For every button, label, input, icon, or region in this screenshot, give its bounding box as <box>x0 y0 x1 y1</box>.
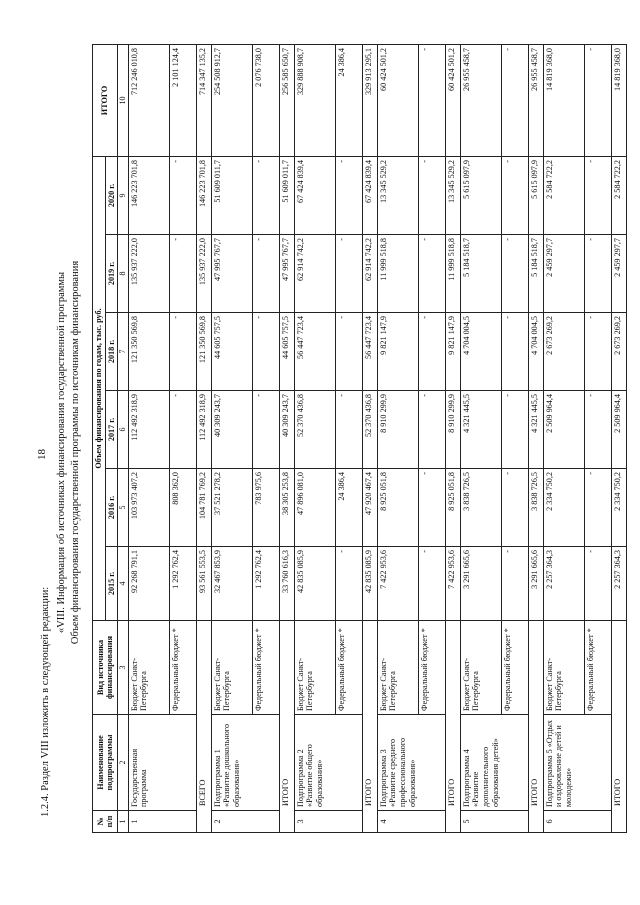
value-cell: 14 819 368,0 <box>543 44 584 156</box>
value-cell: 47 995 767,7 <box>211 235 252 313</box>
total-value-cell: 2 334 750,2 <box>611 469 626 547</box>
header-year: 2015 г. <box>105 547 118 621</box>
total-value-cell: 51 609 011,7 <box>279 156 294 234</box>
table-row <box>294 44 335 832</box>
total-value-cell: 2 509 964,4 <box>611 391 626 469</box>
subprogram-name: Подпрограмма 1 «Развитие дошкольного образования» <box>211 715 279 811</box>
value-cell: 8 910 299,9 <box>377 391 418 469</box>
value-cell: 135 937 222,0 <box>128 235 169 313</box>
total-value-cell: 5 184 518,7 <box>528 235 543 313</box>
total-value-cell: 329 913 295,1 <box>362 44 377 156</box>
total-value-cell: 11 999 518,8 <box>445 235 460 313</box>
total-value-cell: 112 492 318,9 <box>196 391 211 469</box>
source-label: Бюджет Санкт-Петербурга <box>211 621 252 715</box>
total-label: ИТОГО <box>362 621 377 833</box>
total-label: ВСЕГО <box>196 621 211 833</box>
subprogram-name: Подпрограмма 3 «Развитие среднего профессионального образования» <box>377 715 445 811</box>
value-cell: 2 101 124,4 <box>169 44 196 156</box>
row-number: 1 <box>128 811 196 833</box>
total-value-cell: 62 914 742,2 <box>362 235 377 313</box>
value-cell: - <box>501 469 528 547</box>
value-cell: - <box>584 313 611 391</box>
table-row-total <box>362 44 377 832</box>
header-total: ИТОГО <box>93 44 118 156</box>
column-number: 10 <box>118 44 129 156</box>
total-value-cell: 47 995 767,7 <box>279 235 294 313</box>
value-cell: 11 999 518,8 <box>377 235 418 313</box>
table-row-total <box>196 44 211 832</box>
value-cell: 13 345 529,2 <box>377 156 418 234</box>
row-number: 5 <box>460 811 528 833</box>
total-value-cell: 13 345 529,2 <box>445 156 460 234</box>
total-value-cell: 135 937 222,0 <box>196 235 211 313</box>
table-row-total <box>611 44 626 832</box>
total-label: ИТОГО <box>279 621 294 833</box>
total-value-cell: 44 605 757,5 <box>279 313 294 391</box>
value-cell: 1 292 762,4 <box>252 547 279 621</box>
header-year: 2020 г. <box>105 156 118 234</box>
value-cell: - <box>418 235 445 313</box>
value-cell: - <box>501 44 528 156</box>
value-cell: 60 424 501,2 <box>377 44 418 156</box>
value-cell: 92 268 791,1 <box>128 547 169 621</box>
value-cell: - <box>584 391 611 469</box>
value-cell: 2 584 722,2 <box>543 156 584 234</box>
intro-text: 1.2.4. Раздел VIII изложить в следующей редакции: <box>40 586 51 817</box>
row-number: 2 <box>211 811 279 833</box>
total-value-cell: 67 424 839,4 <box>362 156 377 234</box>
value-cell: 8 925 051,8 <box>377 469 418 547</box>
value-cell: 4 704 004,5 <box>460 313 501 391</box>
total-label: ИТОГО <box>528 621 543 833</box>
total-value-cell: 2 584 722,2 <box>611 156 626 234</box>
header-year: 2019 г. <box>105 235 118 313</box>
value-cell: 51 609 011,7 <box>211 156 252 234</box>
value-cell: - <box>584 44 611 156</box>
value-cell: 5 615 097,9 <box>460 156 501 234</box>
table-row <box>211 44 252 832</box>
value-cell: - <box>252 313 279 391</box>
total-value-cell: 3 291 665,6 <box>528 547 543 621</box>
table-caption: Объем финансирования государственной программы по источникам финансирования <box>70 260 81 645</box>
column-number: 4 <box>118 547 129 621</box>
value-cell: 2 257 364,3 <box>543 547 584 621</box>
value-cell: - <box>169 156 196 234</box>
value-cell: - <box>501 156 528 234</box>
value-cell: 112 492 318,9 <box>128 391 169 469</box>
value-cell: 52 370 436,8 <box>294 391 335 469</box>
column-number: 2 <box>118 715 129 811</box>
source-label: Бюджет Санкт-Петербурга <box>128 621 169 715</box>
table-row <box>252 44 279 832</box>
value-cell: - <box>335 547 362 621</box>
financing-table <box>92 44 627 833</box>
total-value-cell: 9 821 147,9 <box>445 313 460 391</box>
financing-table-wrapper <box>92 45 627 833</box>
total-value-cell: 14 819 368,0 <box>611 44 626 156</box>
value-cell: 2 076 738,0 <box>252 44 279 156</box>
value-cell: 26 955 458,7 <box>460 44 501 156</box>
total-value-cell: 146 223 701,8 <box>196 156 211 234</box>
value-cell: - <box>584 547 611 621</box>
value-cell: - <box>252 235 279 313</box>
section-heading: «VIII. Информация об источниках финансирования государственной программы <box>56 271 67 634</box>
column-number: 6 <box>118 391 129 469</box>
table-row <box>128 44 169 832</box>
source-label: Федеральный бюджет * <box>418 621 445 715</box>
value-cell: 32 467 853,9 <box>211 547 252 621</box>
page-number: 18 <box>36 449 48 460</box>
value-cell: - <box>252 156 279 234</box>
table-row-total <box>279 44 294 832</box>
value-cell: 329 888 908,7 <box>294 44 335 156</box>
source-label: Федеральный бюджет * <box>335 621 362 715</box>
total-value-cell: 2 257 364,3 <box>611 547 626 621</box>
column-number: 8 <box>118 235 129 313</box>
value-cell: 121 350 569,8 <box>128 313 169 391</box>
total-value-cell: 714 347 135,2 <box>196 44 211 156</box>
source-label: Федеральный бюджет * <box>252 621 279 715</box>
value-cell: - <box>335 391 362 469</box>
total-value-cell: 7 422 953,6 <box>445 547 460 621</box>
header-year: 2018 г. <box>105 313 118 391</box>
total-value-cell: 8 925 051,8 <box>445 469 460 547</box>
source-label: Бюджет Санкт-Петербурга <box>543 621 584 715</box>
total-value-cell: 3 838 726,5 <box>528 469 543 547</box>
header-year: 2017 г. <box>105 391 118 469</box>
total-value-cell: 56 447 723,4 <box>362 313 377 391</box>
value-cell: 9 821 147,9 <box>377 313 418 391</box>
value-cell: - <box>418 547 445 621</box>
total-label: ИТОГО <box>611 621 626 833</box>
value-cell: 24 386,4 <box>335 44 362 156</box>
total-value-cell: 60 424 501,2 <box>445 44 460 156</box>
total-label: ИТОГО <box>445 621 460 833</box>
value-cell: - <box>418 44 445 156</box>
source-label: Федеральный бюджет * <box>584 621 611 715</box>
header-year: 2016 г. <box>105 469 118 547</box>
source-label: Федеральный бюджет * <box>169 621 196 715</box>
value-cell: 67 424 839,4 <box>294 156 335 234</box>
header-name: Наименование подпрограммы <box>93 715 118 811</box>
value-cell: 783 975,6 <box>252 469 279 547</box>
row-number: 3 <box>294 811 362 833</box>
total-value-cell: 40 309 243,7 <box>279 391 294 469</box>
value-cell: - <box>501 547 528 621</box>
table-row <box>377 44 418 832</box>
value-cell: 42 835 085,9 <box>294 547 335 621</box>
table-row <box>543 44 584 832</box>
value-cell: - <box>335 156 362 234</box>
source-label: Бюджет Санкт-Петербурга <box>294 621 335 715</box>
value-cell: - <box>418 156 445 234</box>
value-cell: - <box>418 313 445 391</box>
value-cell: - <box>501 313 528 391</box>
total-value-cell: 93 561 553,5 <box>196 547 211 621</box>
total-value-cell: 26 955 458,7 <box>528 44 543 156</box>
value-cell: - <box>169 313 196 391</box>
value-cell: 47 896 081,0 <box>294 469 335 547</box>
total-value-cell: 256 585 650,7 <box>279 44 294 156</box>
value-cell: 2 459 297,7 <box>543 235 584 313</box>
source-label: Бюджет Санкт-Петербурга <box>460 621 501 715</box>
total-value-cell: 47 920 467,4 <box>362 469 377 547</box>
value-cell: 254 508 912,7 <box>211 44 252 156</box>
source-label: Федеральный бюджет * <box>501 621 528 715</box>
total-value-cell: 5 615 097,9 <box>528 156 543 234</box>
total-value-cell: 2 673 269,2 <box>611 313 626 391</box>
value-cell: - <box>418 391 445 469</box>
value-cell: 146 223 701,8 <box>128 156 169 234</box>
value-cell: 37 521 278,2 <box>211 469 252 547</box>
column-number: 7 <box>118 313 129 391</box>
value-cell: 712 246 010,8 <box>128 44 169 156</box>
subprogram-name: Подпрограмма 2 «Развитие общего образования» <box>294 715 362 811</box>
table-row-total <box>445 44 460 832</box>
total-value-cell: 121 350 569,8 <box>196 313 211 391</box>
value-cell: - <box>169 391 196 469</box>
value-cell: 62 914 742,2 <box>294 235 335 313</box>
value-cell: 2 334 750,2 <box>543 469 584 547</box>
total-value-cell: 52 370 436,8 <box>362 391 377 469</box>
value-cell: 103 973 407,2 <box>128 469 169 547</box>
value-cell: 4 321 445,5 <box>460 391 501 469</box>
value-cell: - <box>584 469 611 547</box>
table-row <box>501 44 528 832</box>
value-cell: 40 309 243,7 <box>211 391 252 469</box>
value-cell: 808 362,0 <box>169 469 196 547</box>
source-label: Бюджет Санкт-Петербурга <box>377 621 418 715</box>
table-row <box>460 44 501 832</box>
header-source: Вид источника финансирования <box>93 621 118 715</box>
value-cell: 5 184 518,7 <box>460 235 501 313</box>
total-value-cell: 2 459 297,7 <box>611 235 626 313</box>
value-cell: 3 291 665,6 <box>460 547 501 621</box>
value-cell: 7 422 953,6 <box>377 547 418 621</box>
value-cell: - <box>418 469 445 547</box>
column-number: 3 <box>118 621 129 715</box>
table-row <box>584 44 611 832</box>
value-cell: 56 447 723,4 <box>294 313 335 391</box>
financing-table-body <box>128 44 626 832</box>
subprogram-name: Государственная программа <box>128 715 196 811</box>
row-number: 4 <box>377 811 445 833</box>
row-number: 6 <box>543 811 611 833</box>
table-row <box>335 44 362 832</box>
header-num: № п/п <box>93 811 118 833</box>
total-value-cell: 4 704 004,5 <box>528 313 543 391</box>
value-cell: 44 605 757,5 <box>211 313 252 391</box>
value-cell: 1 292 762,4 <box>169 547 196 621</box>
value-cell: 24 386,4 <box>335 469 362 547</box>
total-value-cell: 38 305 253,8 <box>279 469 294 547</box>
total-value-cell: 4 321 445,5 <box>528 391 543 469</box>
total-value-cell: 42 835 085,9 <box>362 547 377 621</box>
total-value-cell: 8 910 299,9 <box>445 391 460 469</box>
subprogram-name: Подпрограмма 4 «Развитие дополнительного образования детей» <box>460 715 528 811</box>
table-row-total <box>528 44 543 832</box>
subprogram-name: Подпрограмма 5 «Отдых и оздоровление детей и молодежи» <box>543 715 611 811</box>
value-cell: - <box>584 156 611 234</box>
table-row <box>169 44 196 832</box>
value-cell: - <box>252 391 279 469</box>
total-value-cell: 33 760 616,3 <box>279 547 294 621</box>
value-cell: - <box>335 235 362 313</box>
table-row <box>418 44 445 832</box>
value-cell: - <box>584 235 611 313</box>
header-volume: Объем финансирования по годам, тыс. руб. <box>93 156 106 620</box>
total-value-cell: 104 781 769,2 <box>196 469 211 547</box>
value-cell: 2 673 269,2 <box>543 313 584 391</box>
value-cell: 3 838 726,5 <box>460 469 501 547</box>
value-cell: - <box>501 391 528 469</box>
column-number: 5 <box>118 469 129 547</box>
value-cell: - <box>501 235 528 313</box>
value-cell: 2 509 964,4 <box>543 391 584 469</box>
column-number: 1 <box>118 811 129 833</box>
value-cell: - <box>169 235 196 313</box>
column-number: 9 <box>118 156 129 234</box>
value-cell: - <box>335 313 362 391</box>
